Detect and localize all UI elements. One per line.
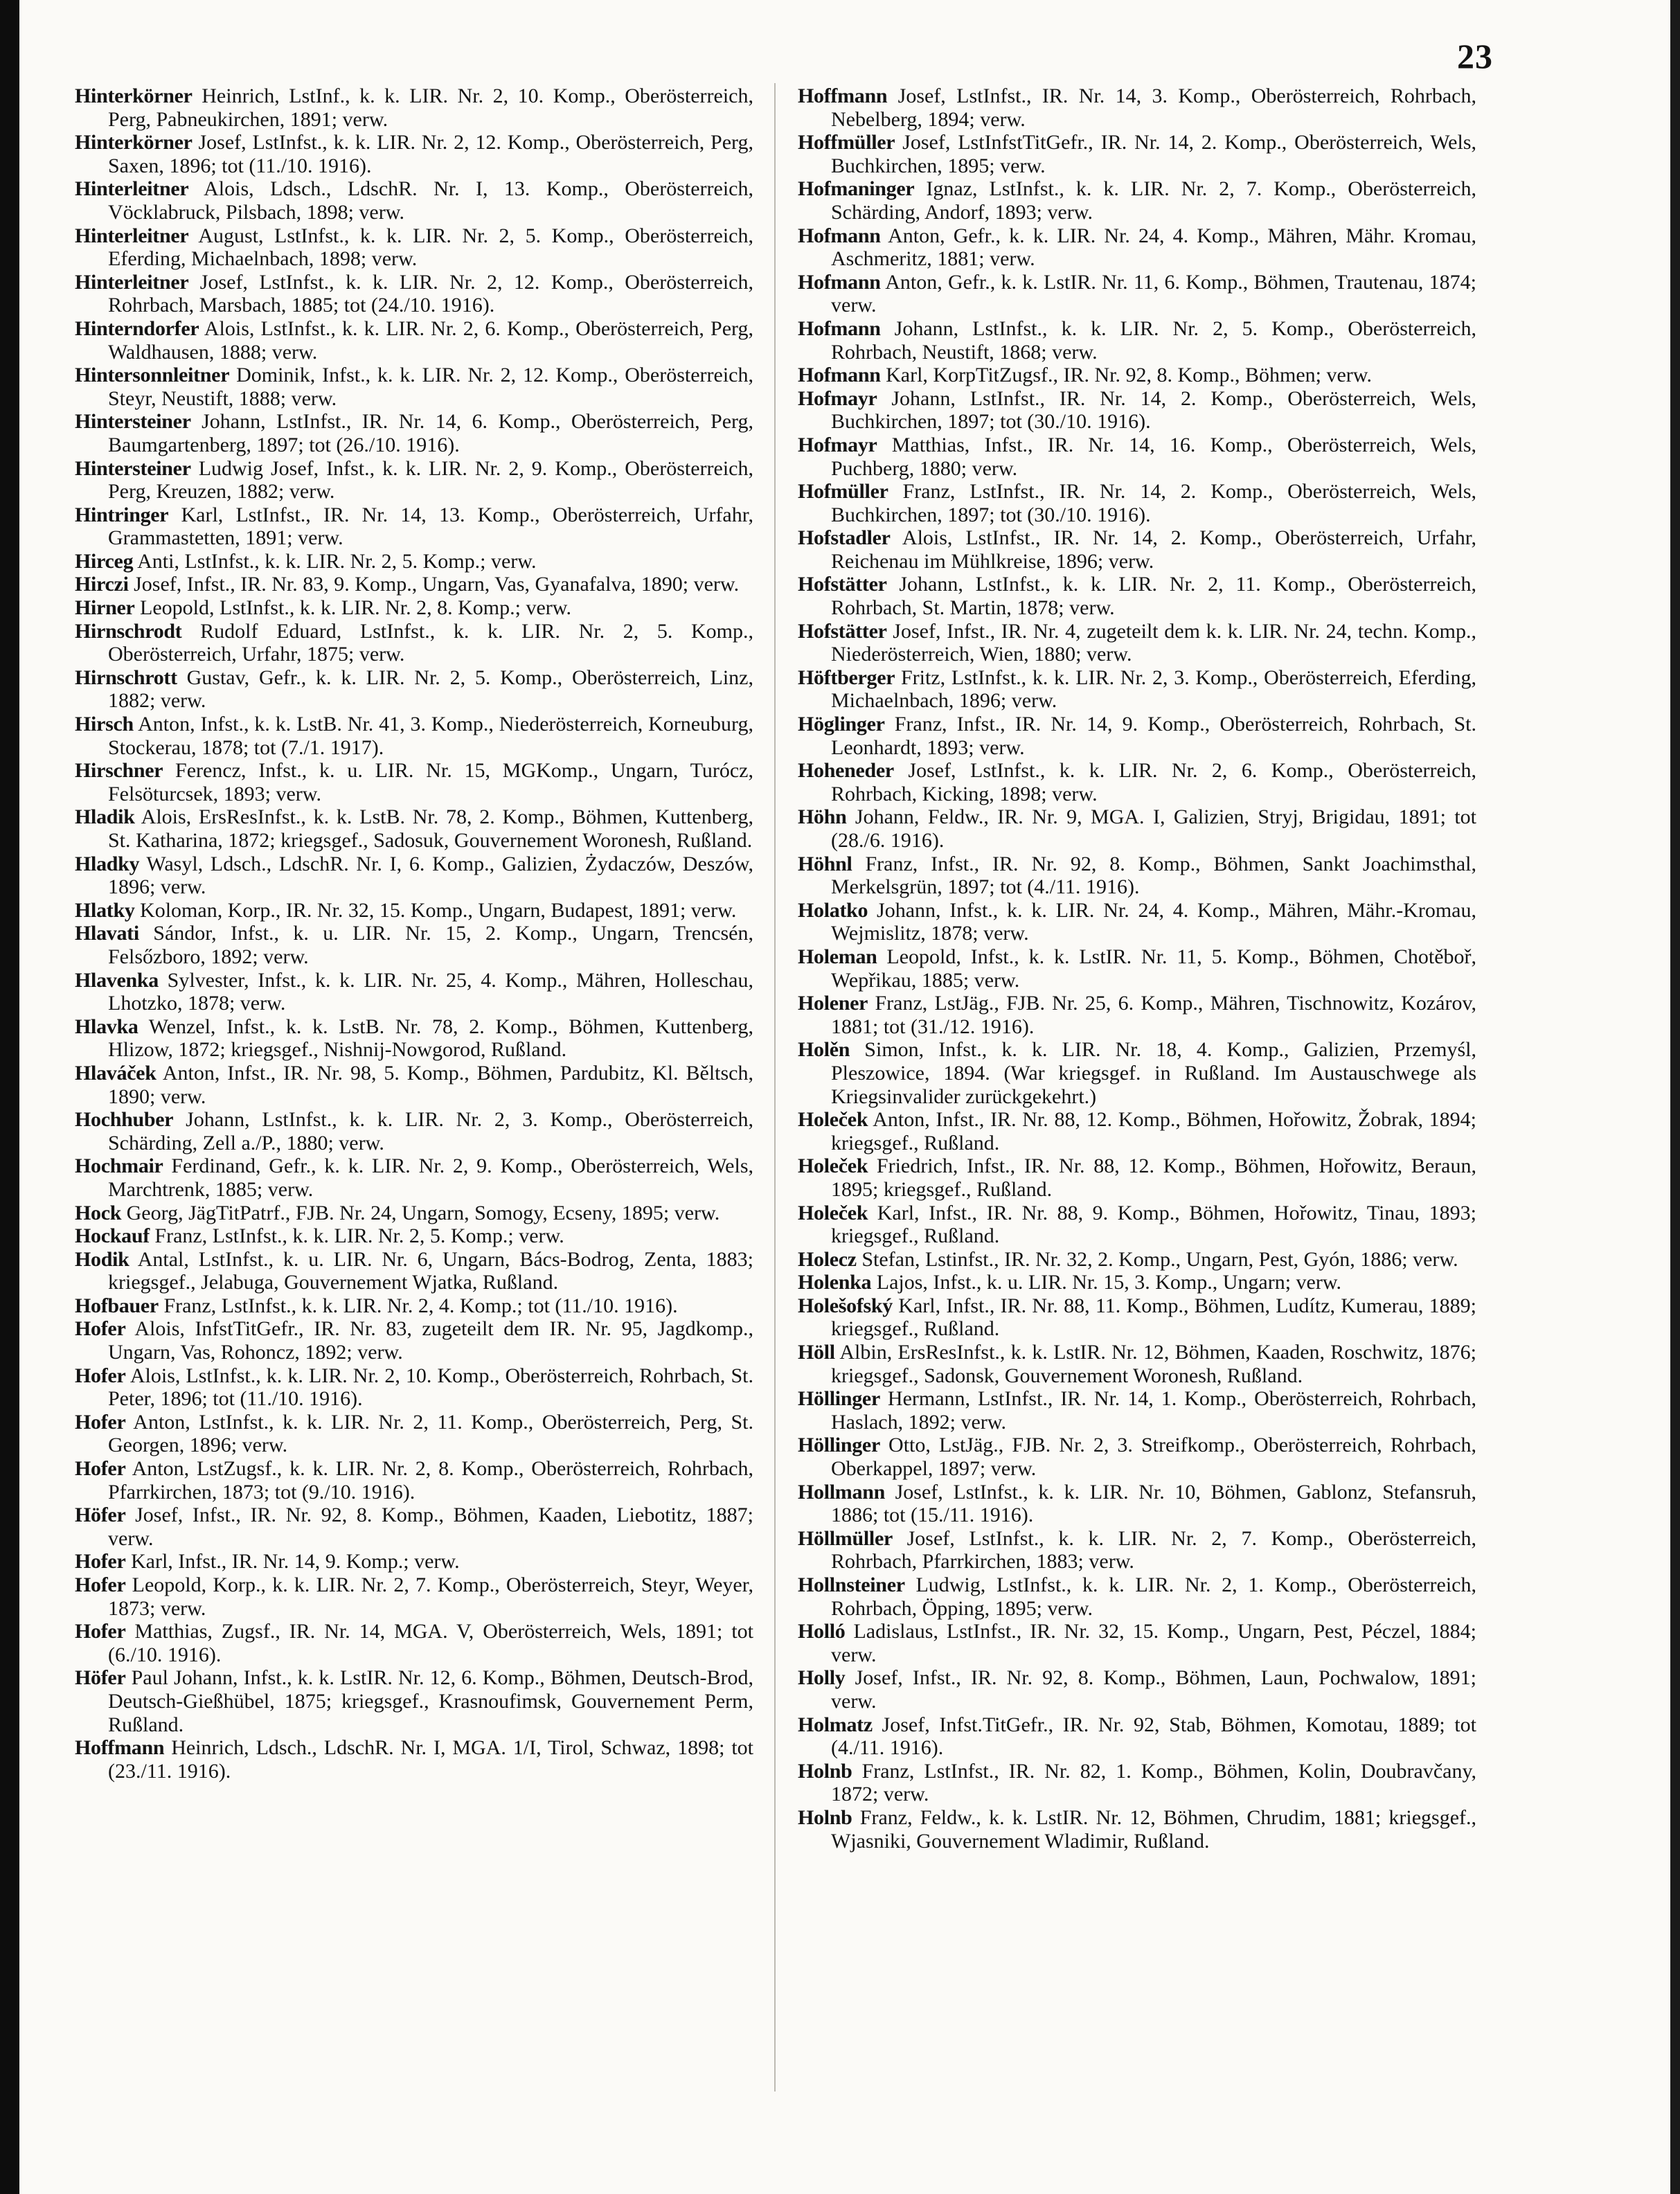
entry-details: Otto, LstJäg., FJB. Nr. 2, 3. Streifkomp., Oberösterreich, Rohrbach, Oberkappel, 1897; verw. bbox=[831, 1434, 1476, 1481]
register-entry bbox=[75, 899, 753, 922]
entry-surname: Hlavati bbox=[75, 922, 139, 945]
entry-surname: Hintersteiner bbox=[75, 410, 191, 434]
entry-surname: Hofmann bbox=[798, 316, 881, 340]
entry-details: Anton, LstZugsf., k. k. LIR. Nr. 2, 8. Komp., Oberösterreich, Rohrbach, Pfarrkirchen, 1873; tot (9./10. 1916). bbox=[108, 1457, 753, 1504]
entry-details: Heinrich, Ldsch., LdschR. Nr. I, MGA. 1/I, Tirol, Schwaz, 1898; tot (23./11. 1916). bbox=[108, 1736, 753, 1783]
entry-surname: Hladik bbox=[75, 805, 135, 829]
entry-details: Fritz, LstInfst., k. k. LIR. Nr. 2, 3. Komp., Oberösterreich, Eferding, Michaelnbach, 1896; verw. bbox=[831, 666, 1476, 713]
scan-edge-right bbox=[1670, 0, 1680, 2194]
entry-details: Johann, Feldw., IR. Nr. 9, MGA. I, Galizien, Stryj, Brigidau, 1891; tot (28./6. 1916). bbox=[831, 805, 1476, 852]
register-entry bbox=[75, 84, 753, 131]
entry-details: Anton, Gefr., k. k. LIR. Nr. 24, 4. Komp., Mähren, Mähr. Kromau, Aschmeritz, 1881; verw. bbox=[831, 224, 1476, 271]
register-entry bbox=[798, 573, 1476, 619]
register-entry bbox=[75, 1411, 753, 1457]
entry-surname: Hofmann bbox=[798, 364, 881, 387]
entry-surname: Hofer bbox=[75, 1550, 126, 1573]
register-entry bbox=[75, 224, 753, 271]
register-entry bbox=[798, 434, 1476, 480]
entry-details: Ludwig Josef, Infst., k. k. LIR. Nr. 2, 9. Komp., Oberösterreich, Perg, Kreuzen, 1882; verw. bbox=[108, 456, 753, 503]
entry-details: Leopold, Infst., k. k. LstIR. Nr. 11, 5. Komp., Böhmen, Chotěboř, Wepřikau, 1885; verw. bbox=[831, 945, 1476, 992]
entry-surname: Hinterkörner bbox=[75, 131, 193, 154]
entry-surname: Höhn bbox=[798, 805, 847, 829]
entry-surname: Hlatky bbox=[75, 898, 135, 922]
entry-details: Wasyl, Ldsch., LdschR. Nr. I, 6. Komp., Galizien, Żydaczów, Deszów, 1896; verw. bbox=[108, 852, 753, 899]
entry-surname: Hofmayr bbox=[798, 386, 877, 410]
entry-surname: Hofmaninger bbox=[798, 177, 915, 201]
entry-surname: Hinterkörner bbox=[75, 84, 193, 107]
register-entry bbox=[798, 271, 1476, 317]
entry-surname: Hofer bbox=[75, 1364, 126, 1387]
register-entry bbox=[798, 1573, 1476, 1620]
entry-surname: Hofer bbox=[75, 1457, 126, 1481]
register-entry bbox=[798, 805, 1476, 852]
register-entry bbox=[75, 1294, 753, 1318]
register-entry bbox=[75, 1202, 753, 1225]
entry-surname: Hofmüller bbox=[798, 480, 888, 503]
register-entry bbox=[75, 177, 753, 224]
entry-details: Josef, LstInfst., k. k. LIR. Nr. 2, 12. Komp., Oberösterreich, Rohrbach, Marsbach, 1885; tot (24./10. 1916). bbox=[108, 270, 753, 317]
entry-surname: Hodik bbox=[75, 1247, 129, 1271]
entry-surname: Höfer bbox=[75, 1666, 126, 1690]
entry-details: Johann, Infst., k. k. LIR. Nr. 24, 4. Komp., Mähren, Mähr.-Kromau, Wejmislitz, 1878; verw. bbox=[831, 898, 1476, 945]
entry-surname: Hofmayr bbox=[798, 433, 877, 456]
entry-details: Heinrich, LstInf., k. k. LIR. Nr. 2, 10. Komp., Oberösterreich, Perg, Pabneukirchen, 1891; verw. bbox=[108, 84, 753, 131]
scan-edge-left bbox=[0, 0, 19, 2194]
register-entry bbox=[798, 1341, 1476, 1387]
entry-surname: Holly bbox=[798, 1666, 846, 1690]
register-entry bbox=[75, 1666, 753, 1736]
entry-details: Friedrich, Infst., IR. Nr. 88, 12. Komp., Böhmen, Hořowitz, Beraun, 1895; kriegsgef., Rußland. bbox=[831, 1154, 1476, 1201]
register-entry bbox=[798, 1248, 1476, 1272]
register-entry bbox=[798, 666, 1476, 713]
entry-details: Alois, ErsResInfst., k. k. LstB. Nr. 78, 2. Komp., Böhmen, Kuttenberg, St. Katharina, 1872; kriegsgef., Sadosuk, Gouvernement Woronesh, Rußland. bbox=[108, 805, 753, 852]
entry-surname: Hofbauer bbox=[75, 1294, 159, 1317]
entry-surname: Hintersonnleitner bbox=[75, 364, 230, 387]
entry-details: Josef, LstInfstTitGefr., IR. Nr. 14, 2. Komp., Oberösterreich, Wels, Buchkirchen, 1895; verw. bbox=[831, 131, 1476, 177]
register-entry bbox=[798, 620, 1476, 666]
register-entry bbox=[75, 131, 753, 177]
entry-surname: Höglinger bbox=[798, 713, 885, 736]
entry-details: Matthias, Zugsf., IR. Nr. 14, MGA. V, Oberösterreich, Wels, 1891; tot (6./10. 1916). bbox=[108, 1620, 753, 1666]
entry-details: Sylvester, Infst., k. k. LIR. Nr. 25, 4. Komp., Mähren, Holleschau, Lhotzko, 1878; verw. bbox=[108, 968, 753, 1015]
register-entry bbox=[798, 899, 1476, 945]
entry-surname: Hladky bbox=[75, 852, 140, 875]
entry-surname: Hollnsteiner bbox=[798, 1573, 905, 1596]
entry-details: Josef, LstInfst., k. k. LIR. Nr. 2, 6. Komp., Oberösterreich, Rohrbach, Kicking, 1898; verw. bbox=[831, 759, 1476, 805]
entry-surname: Holnb bbox=[798, 1805, 852, 1829]
entry-surname: Hofer bbox=[75, 1620, 126, 1643]
entry-details: Ferdinand, Gefr., k. k. LIR. Nr. 2, 9. Komp., Oberösterreich, Wels, Marchtrenk, 1885; verw. bbox=[108, 1154, 753, 1201]
entry-surname: Hintringer bbox=[75, 503, 169, 526]
register-entry bbox=[75, 1062, 753, 1108]
register-entry bbox=[798, 1666, 1476, 1713]
entry-details: Alois, LstInfst., k. k. LIR. Nr. 2, 6. Komp., Oberösterreich, Perg, Waldhausen, 1888; verw. bbox=[108, 316, 753, 364]
entry-surname: Hofer bbox=[75, 1317, 126, 1341]
register-entry bbox=[798, 480, 1476, 526]
register-entry bbox=[75, 503, 753, 550]
entry-surname: Hofmann bbox=[798, 270, 881, 294]
entry-details: Alois, InfstTitGefr., IR. Nr. 83, zugeteilt dem IR. Nr. 95, Jagdkomp., Ungarn, Vas, Rohoncz, 1892; verw. bbox=[108, 1317, 753, 1364]
entry-details: Koloman, Korp., IR. Nr. 32, 15. Komp., Ungarn, Budapest, 1891; verw. bbox=[134, 898, 737, 922]
entry-surname: Hochhuber bbox=[75, 1108, 174, 1132]
entry-details: Franz, LstInfst., IR. Nr. 82, 1. Komp., Böhmen, Kolin, Doubravčany, 1872; verw. bbox=[831, 1759, 1476, 1806]
entry-details: Karl, Infst., IR. Nr. 88, 11. Komp., Böhmen, Ludítz, Kumerau, 1889; kriegsgef., Rußland. bbox=[831, 1294, 1476, 1341]
register-entry bbox=[798, 1527, 1476, 1573]
entry-surname: Holeček bbox=[798, 1154, 868, 1178]
register-entry bbox=[75, 1108, 753, 1154]
entry-details: Rudolf Eduard, LstInfst., k. k. LIR. Nr. 2, 5. Komp., Oberösterreich, Urfahr, 1875; verw. bbox=[108, 619, 753, 666]
entry-details: Ladislaus, LstInfst., IR. Nr. 32, 15. Komp., Ungarn, Pest, Péczel, 1884; verw. bbox=[831, 1620, 1476, 1666]
entry-details: Franz, LstInfst., IR. Nr. 14, 2. Komp., Oberösterreich, Wels, Buchkirchen, 1897; tot (30./10. 1916). bbox=[831, 480, 1476, 526]
entry-details: Anton, Infst., k. k. LstB. Nr. 41, 3. Komp., Niederösterreich, Korneuburg, Stockerau, 1878; tot (7./1. 1917). bbox=[108, 713, 753, 759]
entry-details: Franz, LstInfst., k. k. LIR. Nr. 2, 4. Komp.; tot (11./10. 1916). bbox=[158, 1294, 678, 1317]
entry-details: Josef, LstInfst., k. k. LIR. Nr. 2, 12. Komp., Oberösterreich, Perg, Saxen, 1896; tot (11./10. 1916). bbox=[108, 131, 753, 177]
entry-details: Matthias, Infst., IR. Nr. 14, 16. Komp., Oberösterreich, Wels, Puchberg, 1880; verw. bbox=[831, 433, 1476, 480]
entry-surname: Hofer bbox=[75, 1573, 126, 1596]
entry-surname: Hlavenka bbox=[75, 968, 159, 992]
entry-surname: Hinterleitner bbox=[75, 224, 189, 247]
entry-surname: Hirner bbox=[75, 596, 135, 620]
register-entry bbox=[75, 1504, 753, 1550]
register-entry bbox=[798, 131, 1476, 177]
register-entry bbox=[75, 1620, 753, 1666]
register-entry bbox=[75, 1457, 753, 1504]
register-entry bbox=[75, 853, 753, 899]
register-entry bbox=[75, 550, 753, 573]
entry-details: Leopold, Korp., k. k. LIR. Nr. 2, 7. Komp., Oberösterreich, Steyr, Weyer, 1873; verw. bbox=[108, 1573, 753, 1620]
register-entry bbox=[75, 410, 753, 456]
register-entry bbox=[75, 317, 753, 364]
entry-surname: Hollmann bbox=[798, 1480, 885, 1504]
entry-surname: Hoffmann bbox=[75, 1736, 165, 1760]
register-entry bbox=[798, 1620, 1476, 1666]
entry-details: Ferencz, Infst., k. u. LIR. Nr. 15, MGKomp., Ungarn, Turócz, Felsöturcsek, 1893; verw. bbox=[108, 759, 753, 805]
entry-surname: Hinterleitner bbox=[75, 270, 189, 294]
entry-details: Josef, Infst., IR. Nr. 92, 8. Komp., Böhmen, Kaaden, Liebotitz, 1887; verw. bbox=[108, 1504, 753, 1550]
entry-details: Franz, Infst., IR. Nr. 14, 9. Komp., Oberösterreich, Rohrbach, St. Leonhardt, 1893; verw. bbox=[831, 713, 1476, 759]
entry-surname: Hofmann bbox=[798, 224, 881, 247]
entry-details: Josef, Infst., IR. Nr. 92, 8. Komp., Böhmen, Laun, Pochwalow, 1891; verw. bbox=[831, 1666, 1476, 1713]
entry-surname: Holló bbox=[798, 1620, 846, 1643]
register-entry bbox=[798, 224, 1476, 271]
register-entry bbox=[798, 1806, 1476, 1853]
entry-details: Simon, Infst., k. k. LIR. Nr. 18, 4. Komp., Galizien, Przemyśl, Pleszowice, 1894. (War kriegsgef. in Rußland. Im Austauschwege als Kriegsinvalider zurückgekehrt.) bbox=[831, 1038, 1476, 1108]
entry-surname: Hirnschrodt bbox=[75, 619, 182, 643]
entry-details: Johann, LstInfst., k. k. LIR. Nr. 2, 5. Komp., Oberösterreich, Rohrbach, Neustift, 1868; verw. bbox=[831, 316, 1476, 364]
register-entry bbox=[75, 969, 753, 1015]
entry-surname: Hintersteiner bbox=[75, 456, 191, 480]
register-entry bbox=[798, 1713, 1476, 1760]
page-number: 23 bbox=[1457, 37, 1493, 75]
register-entry bbox=[798, 364, 1476, 387]
register-entry bbox=[798, 1108, 1476, 1154]
column-divider bbox=[774, 83, 776, 2092]
register-entry bbox=[798, 84, 1476, 131]
entry-surname: Hirnschrott bbox=[75, 666, 177, 689]
entry-surname: Hirczi bbox=[75, 573, 129, 596]
entry-details: Josef, Infst.TitGefr., IR. Nr. 92, Stab, Böhmen, Komotau, 1889; tot (4./11. 1916). bbox=[831, 1713, 1476, 1760]
entry-details: Alois, LstInfst., IR. Nr. 14, 2. Komp., Oberösterreich, Urfahr, Reichenau im Mühlkreise, 1896; verw. bbox=[831, 526, 1476, 573]
entry-details: Franz, LstInfst., k. k. LIR. Nr. 2, 5. Komp.; verw. bbox=[149, 1224, 564, 1248]
entry-surname: Holmatz bbox=[798, 1713, 873, 1736]
register-entry bbox=[798, 1760, 1476, 1806]
register-entry bbox=[798, 1271, 1476, 1294]
right-column bbox=[798, 84, 1476, 1853]
register-entry bbox=[798, 1202, 1476, 1248]
register-entry bbox=[798, 853, 1476, 899]
register-entry bbox=[75, 922, 753, 968]
entry-surname: Hock bbox=[75, 1201, 122, 1224]
entry-surname: Hlavka bbox=[75, 1015, 138, 1038]
entry-surname: Hoffmann bbox=[798, 84, 888, 107]
register-entry bbox=[75, 1248, 753, 1294]
entry-surname: Hoheneder bbox=[798, 759, 894, 783]
entry-surname: Holecz bbox=[798, 1247, 857, 1271]
entry-details: August, LstInfst., k. k. LIR. Nr. 2, 5. Komp., Oberösterreich, Eferding, Michaelnbach, 1898; verw. bbox=[108, 224, 753, 271]
entry-details: Anton, LstInfst., k. k. LIR. Nr. 2, 11. Komp., Oberösterreich, Perg, St. Georgen, 1896; verw. bbox=[108, 1410, 753, 1457]
register-entry bbox=[798, 713, 1476, 759]
entry-details: Ludwig, LstInfst., k. k. LIR. Nr. 2, 1. Komp., Oberösterreich, Rohrbach, Öpping, 1895; verw. bbox=[831, 1573, 1476, 1620]
register-entry bbox=[75, 759, 753, 805]
entry-surname: Holatko bbox=[798, 898, 868, 922]
register-entry bbox=[798, 1434, 1476, 1480]
left-column bbox=[75, 84, 753, 1783]
entry-surname: Holeman bbox=[798, 945, 877, 968]
entry-surname: Holener bbox=[798, 992, 868, 1015]
entry-details: Josef, LstInfst., k. k. LIR. Nr. 2, 7. Komp., Oberösterreich, Rohrbach, Pfarrkirchen, 1883; verw. bbox=[831, 1526, 1476, 1573]
register-entry bbox=[798, 387, 1476, 434]
register-entry bbox=[75, 1154, 753, 1201]
register-entry bbox=[75, 1317, 753, 1364]
entry-details: Karl, LstInfst., IR. Nr. 14, 13. Komp., Oberösterreich, Urfahr, Grammastetten, 1891; verw. bbox=[108, 503, 753, 550]
entry-surname: Hlaváček bbox=[75, 1061, 157, 1085]
entry-details: Franz, Feldw., k. k. LstIR. Nr. 12, Böhmen, Chrudim, 1881; kriegsgef., Wjasniki, Gouvernement Wladimir, Rußland. bbox=[831, 1805, 1476, 1853]
entry-surname: Hofstadler bbox=[798, 526, 891, 550]
entry-details: Josef, Infst., IR. Nr. 83, 9. Komp., Ungarn, Vas, Gyanafalva, 1890; verw. bbox=[128, 573, 740, 596]
entry-details: Josef, Infst., IR. Nr. 4, zugeteilt dem k. k. LIR. Nr. 24, techn. Komp., Niederösterreich, Wien, 1880; verw. bbox=[831, 619, 1476, 666]
register-entry bbox=[798, 1038, 1476, 1108]
register-entry bbox=[75, 596, 753, 620]
register-entry bbox=[75, 271, 753, 317]
entry-surname: Hinterleitner bbox=[75, 177, 189, 201]
entry-details: Gustav, Gefr., k. k. LIR. Nr. 2, 5. Komp., Oberösterreich, Linz, 1882; verw. bbox=[108, 666, 753, 713]
entry-surname: Hinterndorfer bbox=[75, 316, 199, 340]
entry-surname: Höhnl bbox=[798, 852, 852, 875]
entry-details: Josef, LstInfst., IR. Nr. 14, 3. Komp., Oberösterreich, Rohrbach, Nebelberg, 1894; verw. bbox=[831, 84, 1476, 131]
entry-details: Johann, LstInfst., k. k. LIR. Nr. 2, 11. Komp., Oberösterreich, Rohrbach, St. Martin, 1878; verw. bbox=[831, 573, 1476, 620]
entry-surname: Hofer bbox=[75, 1410, 126, 1434]
entry-surname: Hockauf bbox=[75, 1224, 150, 1248]
entry-surname: Holenka bbox=[798, 1271, 872, 1294]
entry-surname: Holešofský bbox=[798, 1294, 893, 1317]
register-entry bbox=[75, 573, 753, 596]
register-entry bbox=[798, 177, 1476, 224]
entry-details: Hermann, LstInfst., IR. Nr. 14, 1. Komp., Oberösterreich, Rohrbach, Haslach, 1892; verw. bbox=[831, 1387, 1476, 1434]
register-entry bbox=[798, 945, 1476, 992]
register-entry bbox=[75, 620, 753, 666]
entry-details: Leopold, LstInfst., k. k. LIR. Nr. 2, 8. Komp.; verw. bbox=[134, 596, 571, 620]
entry-details: Franz, LstJäg., FJB. Nr. 25, 6. Komp., Mähren, Tischnowitz, Kozárov, 1881; tot (31./12. 1916). bbox=[831, 992, 1476, 1038]
entry-surname: Hofstätter bbox=[798, 573, 887, 596]
entry-details: Alois, LstInfst., k. k. LIR. Nr. 2, 10. Komp., Oberösterreich, Rohrbach, St. Peter, 1896; tot (11./10. 1916). bbox=[108, 1364, 753, 1411]
register-entry bbox=[798, 1294, 1476, 1341]
entry-details: Albin, ErsResInfst., k. k. LstIR. Nr. 12, Böhmen, Kaaden, Roschwitz, 1876; kriegsgef., Sadonsk, Gouvernement Woronesh, Rußland. bbox=[831, 1341, 1476, 1387]
register-entry bbox=[75, 1573, 753, 1620]
register-entry bbox=[75, 364, 753, 410]
entry-surname: Höftberger bbox=[798, 666, 895, 689]
entry-surname: Höllmüller bbox=[798, 1526, 893, 1550]
register-entry bbox=[798, 1387, 1476, 1434]
entry-surname: Hochmair bbox=[75, 1154, 163, 1178]
entry-details: Stefan, Lstinfst., IR. Nr. 32, 2. Komp., Ungarn, Pest, Gyón, 1886; verw. bbox=[856, 1247, 1458, 1271]
entry-surname: Hirceg bbox=[75, 549, 134, 573]
entry-surname: Holeček bbox=[798, 1108, 868, 1132]
entry-details: Alois, Ldsch., LdschR. Nr. I, 13. Komp., Oberösterreich, Vöcklabruck, Pilsbach, 1898; verw. bbox=[108, 177, 753, 224]
entry-details: Johann, LstInfst., k. k. LIR. Nr. 2, 3. Komp., Oberösterreich, Schärding, Zell a./P., 1880; verw. bbox=[108, 1108, 753, 1154]
entry-surname: Höllinger bbox=[798, 1387, 880, 1411]
entry-surname: Holnb bbox=[798, 1759, 852, 1783]
register-entry bbox=[798, 1481, 1476, 1527]
entry-surname: Höllinger bbox=[798, 1434, 880, 1457]
entry-details: Antal, LstInfst., k. u. LIR. Nr. 6, Ungarn, Bács-Bodrog, Zenta, 1883; kriegsgef., Jelabuga, Gouvernement Wjatka, Rußland. bbox=[108, 1247, 753, 1294]
entry-details: Karl, KorpTitZugsf., IR. Nr. 92, 8. Komp., Böhmen; verw. bbox=[880, 364, 1373, 387]
register-entry bbox=[798, 992, 1476, 1038]
register-entry bbox=[75, 1736, 753, 1783]
register-entry bbox=[75, 457, 753, 503]
register-entry bbox=[75, 666, 753, 713]
entry-details: Sándor, Infst., k. u. LIR. Nr. 15, 2. Komp., Ungarn, Trencsén, Felsőzboro, 1892; verw. bbox=[108, 922, 753, 968]
entry-details: Dominik, Infst., k. k. LIR. Nr. 2, 12. Komp., Oberösterreich, Steyr, Neustift, 1888; verw. bbox=[108, 364, 753, 410]
entry-details: Franz, Infst., IR. Nr. 92, 8. Komp., Böhmen, Sankt Joachimsthal, Merkelsgrün, 1897; tot (4./11. 1916). bbox=[831, 852, 1476, 899]
register-entry bbox=[75, 805, 753, 852]
entry-details: Anti, LstInfst., k. k. LIR. Nr. 2, 5. Komp.; verw. bbox=[133, 549, 537, 573]
entry-surname: Holěn bbox=[798, 1038, 850, 1062]
entry-surname: Hoffmüller bbox=[798, 131, 895, 154]
entry-details: Georg, JägTitPatrf., FJB. Nr. 24, Ungarn, Somogy, Ecseny, 1895; verw. bbox=[121, 1201, 720, 1224]
entry-surname: Holeček bbox=[798, 1201, 868, 1224]
entry-details: Ignaz, LstInfst., k. k. LIR. Nr. 2, 7. Komp., Oberösterreich, Schärding, Andorf, 1893; verw. bbox=[831, 177, 1476, 224]
register-entry bbox=[798, 759, 1476, 805]
entry-details: Karl, Infst., IR. Nr. 88, 9. Komp., Böhmen, Hořowitz, Tinau, 1893; kriegsgef., Rußland. bbox=[831, 1201, 1476, 1248]
register-entry bbox=[75, 1224, 753, 1248]
entry-details: Anton, Infst., IR. Nr. 88, 12. Komp., Böhmen, Hořowitz, Žobrak, 1894; kriegsgef., Rußland. bbox=[831, 1108, 1476, 1154]
register-entry bbox=[75, 1015, 753, 1062]
entry-details: Johann, LstInfst., IR. Nr. 14, 6. Komp., Oberösterreich, Perg, Baumgartenberg, 1897; tot (26./10. 1916). bbox=[108, 410, 753, 456]
entry-surname: Höll bbox=[798, 1341, 835, 1364]
entry-surname: Höfer bbox=[75, 1504, 126, 1527]
entry-surname: Hirschner bbox=[75, 759, 163, 783]
entry-details: Anton, Gefr., k. k. LstIR. Nr. 11, 6. Komp., Böhmen, Trautenau, 1874; verw. bbox=[831, 270, 1476, 317]
entry-details: Lajos, Infst., k. u. LIR. Nr. 15, 3. Komp., Ungarn; verw. bbox=[871, 1271, 1342, 1294]
entry-details: Karl, Infst., IR. Nr. 14, 9. Komp.; verw. bbox=[125, 1550, 460, 1573]
register-entry bbox=[75, 1550, 753, 1573]
entry-surname: Hirsch bbox=[75, 713, 134, 736]
register-entry bbox=[75, 713, 753, 759]
entry-surname: Hofstätter bbox=[798, 619, 887, 643]
entry-details: Anton, Infst., IR. Nr. 98, 5. Komp., Böhmen, Pardubitz, Kl. Běltsch, 1890; verw. bbox=[108, 1061, 753, 1108]
register-entry bbox=[75, 1364, 753, 1411]
entry-details: Johann, LstInfst., IR. Nr. 14, 2. Komp., Oberösterreich, Wels, Buchkirchen, 1897; tot (30./10. 1916). bbox=[831, 386, 1476, 434]
register-entry bbox=[798, 317, 1476, 364]
entry-details: Josef, LstInfst., k. k. LIR. Nr. 10, Böhmen, Gablonz, Stefansruh, 1886; tot (15./11. 1916). bbox=[831, 1480, 1476, 1527]
entry-details: Wenzel, Infst., k. k. LstB. Nr. 78, 2. Komp., Böhmen, Kuttenberg, Hlizow, 1872; kriegsgef., Nishnij-Nowgorod, Rußland. bbox=[108, 1015, 753, 1062]
entry-details: Paul Johann, Infst., k. k. LstIR. Nr. 12, 6. Komp., Böhmen, Deutsch-Brod, Deutsch-Gießhübel, 1875; kriegsgef., Krasnoufimsk, Gouvernement Perm, Rußland. bbox=[108, 1666, 753, 1736]
register-entry bbox=[798, 526, 1476, 573]
register-entry bbox=[798, 1154, 1476, 1201]
